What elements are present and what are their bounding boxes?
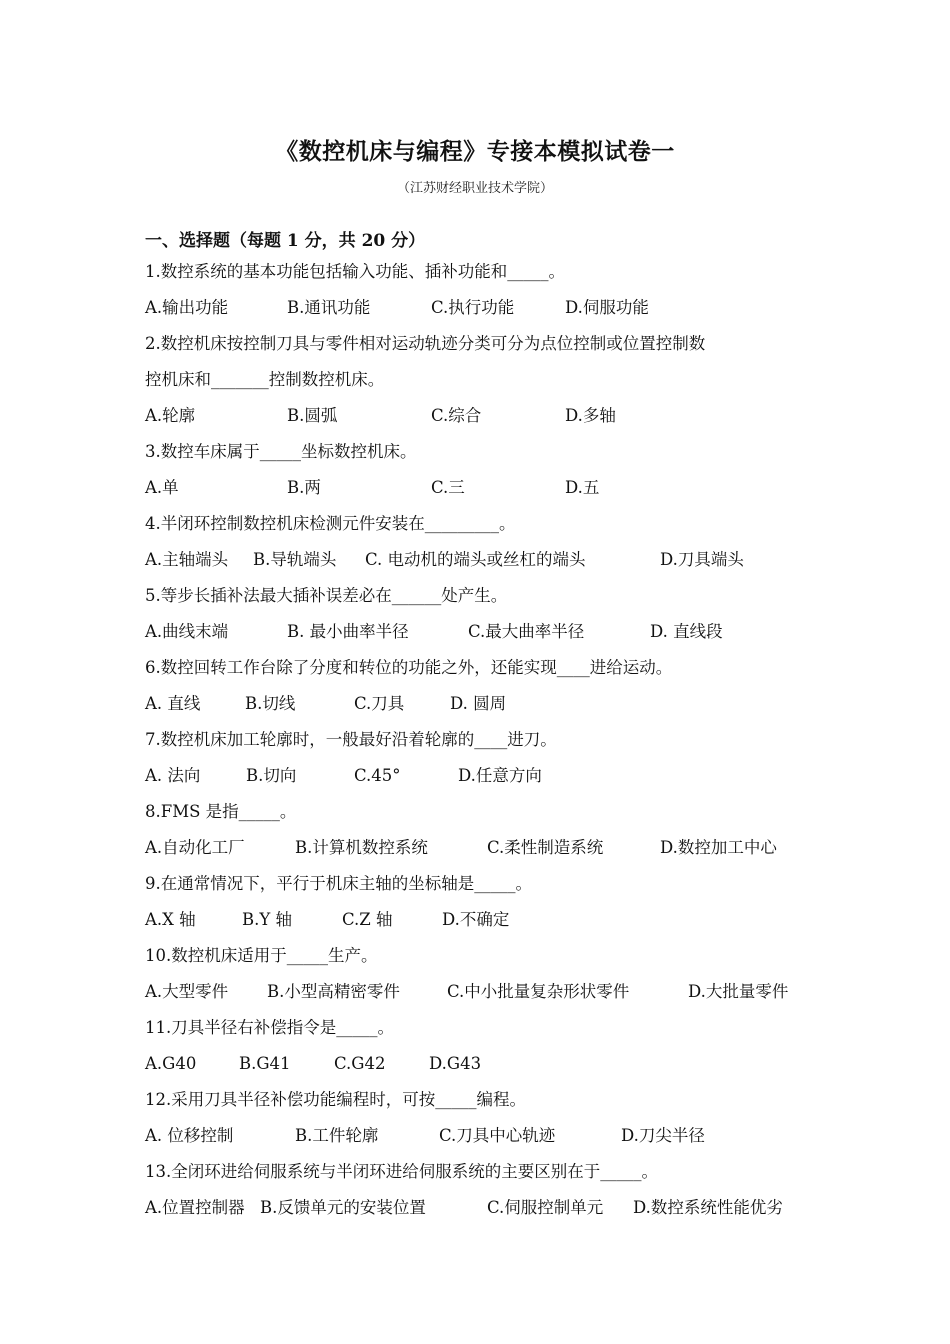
options-row bbox=[145, 974, 810, 1010]
options-row bbox=[145, 470, 810, 506]
answer-option: B.工件轮廓 bbox=[295, 1126, 379, 1145]
answer-option: A.主轴端头 bbox=[145, 550, 229, 569]
question-text: 11.刀具半径右补偿指令是_____。 bbox=[145, 1018, 394, 1037]
options-row bbox=[145, 1046, 810, 1082]
answer-option: C.伺服控制单元 bbox=[487, 1198, 604, 1217]
answer-option: C.三 bbox=[431, 478, 465, 497]
question-text: 3.数控车床属于_____坐标数控机床。 bbox=[145, 442, 417, 461]
answer-option: B.切线 bbox=[245, 694, 296, 713]
answer-option: B.Y 轴 bbox=[242, 910, 293, 929]
question-text: 10.数控机床适用于_____生产。 bbox=[145, 946, 378, 965]
answer-option: C.刀具中心轨迹 bbox=[439, 1126, 556, 1145]
options-row bbox=[145, 290, 810, 326]
question-text: 1.数控系统的基本功能包括输入功能、插补功能和_____。 bbox=[145, 262, 565, 281]
answer-option: A.大型零件 bbox=[145, 982, 229, 1001]
answer-option: B.通讯功能 bbox=[287, 298, 371, 317]
question-text: 控机床和_______控制数控机床。 bbox=[145, 370, 385, 389]
answer-option: A.输出功能 bbox=[145, 298, 229, 317]
answer-option: B.圆弧 bbox=[287, 406, 338, 425]
answer-option: B.切向 bbox=[246, 766, 297, 785]
answer-option: A.曲线末端 bbox=[145, 622, 229, 641]
answer-option: C.综合 bbox=[431, 406, 482, 425]
answer-option: C. 电动机的端头或丝杠的端头 bbox=[365, 550, 586, 569]
answer-option: B.反馈单元的安装位置 bbox=[260, 1198, 426, 1217]
answer-option: D.伺服功能 bbox=[565, 298, 649, 317]
answer-option: C.最大曲率半径 bbox=[468, 622, 585, 641]
options-row bbox=[145, 830, 810, 866]
question-text: 5.等步长插补法最大插补误差必在______处产生。 bbox=[145, 586, 508, 605]
question-list bbox=[145, 254, 810, 1226]
answer-option: C.中小批量复杂形状零件 bbox=[447, 982, 630, 1001]
answer-option: D.多轴 bbox=[565, 406, 616, 425]
answer-option: B.导轨端头 bbox=[253, 550, 337, 569]
answer-option: C.Z 轴 bbox=[342, 910, 393, 929]
question-text: 4.半闭环控制数控机床检测元件安装在_________。 bbox=[145, 514, 516, 533]
answer-option: B. 最小曲率半径 bbox=[287, 622, 409, 641]
answer-option: B.计算机数控系统 bbox=[295, 838, 428, 857]
answer-option: B.G41 bbox=[239, 1054, 291, 1073]
answer-option: A. 法向 bbox=[145, 766, 201, 785]
answer-option: A.单 bbox=[145, 478, 179, 497]
answer-option: A.G40 bbox=[145, 1054, 197, 1073]
answer-option: D.不确定 bbox=[442, 910, 510, 929]
answer-option: D.五 bbox=[565, 478, 600, 497]
options-row bbox=[145, 614, 810, 650]
question-text: 7.数控机床加工轮廓时，一般最好沿着轮廓的____进刀。 bbox=[145, 730, 557, 749]
question-text: 12.采用刀具半径补偿功能编程时，可按_____编程。 bbox=[145, 1090, 526, 1109]
answer-option: D.G43 bbox=[429, 1054, 482, 1073]
answer-option: C.45° bbox=[354, 766, 401, 785]
question-text: 6.数控回转工作台除了分度和转位的功能之外，还能实现____进给运动。 bbox=[145, 658, 673, 677]
answer-option: A.轮廓 bbox=[145, 406, 196, 425]
exam-subtitle: （江苏财经职业技术学院） bbox=[396, 181, 553, 196]
answer-option: C.刀具 bbox=[354, 694, 405, 713]
answer-option: C.执行功能 bbox=[431, 298, 515, 317]
answer-option: D.数控加工中心 bbox=[660, 838, 777, 857]
options-row bbox=[145, 1118, 810, 1154]
answer-option: C.柔性制造系统 bbox=[487, 838, 604, 857]
answer-option: A.自动化工厂 bbox=[145, 838, 245, 857]
options-row bbox=[145, 686, 810, 722]
answer-option: D.刀具端头 bbox=[660, 550, 744, 569]
options-row bbox=[145, 902, 810, 938]
exam-title: 《数控机床与编程》专接本模拟试卷一 bbox=[275, 138, 675, 165]
question-text: 13.全闭环进给伺服系统与半闭环进给伺服系统的主要区别在于_____。 bbox=[145, 1162, 658, 1181]
answer-option: D.任意方向 bbox=[458, 766, 542, 785]
answer-option: D. 圆周 bbox=[450, 694, 507, 713]
question-text: 2.数控机床按控制刀具与零件相对运动轨迹分类可分为点位控制或位置控制数 bbox=[145, 334, 706, 353]
answer-option: D. 直线段 bbox=[650, 622, 723, 641]
answer-option: A.X 轴 bbox=[145, 910, 196, 929]
answer-option: D.刀尖半径 bbox=[621, 1126, 705, 1145]
options-row bbox=[145, 398, 810, 434]
section-heading: 一、选择题（每题 1 分，共 20 分） bbox=[145, 231, 426, 251]
answer-option: A.位置控制器 bbox=[145, 1198, 245, 1217]
answer-option: B.小型高精密零件 bbox=[267, 982, 400, 1001]
options-row bbox=[145, 542, 810, 578]
answer-option: C.G42 bbox=[334, 1054, 386, 1073]
answer-option: D.大批量零件 bbox=[688, 982, 789, 1001]
options-row bbox=[145, 758, 810, 794]
question-text: 8.FMS 是指_____。 bbox=[145, 802, 297, 821]
answer-option: A. 位移控制 bbox=[145, 1126, 234, 1145]
question-text: 9.在通常情况下，平行于机床主轴的坐标轴是_____。 bbox=[145, 874, 532, 893]
answer-option: B.两 bbox=[287, 478, 321, 497]
options-row bbox=[145, 1190, 810, 1226]
answer-option: A. 直线 bbox=[145, 694, 201, 713]
answer-option: D.数控系统性能优劣 bbox=[633, 1198, 783, 1217]
